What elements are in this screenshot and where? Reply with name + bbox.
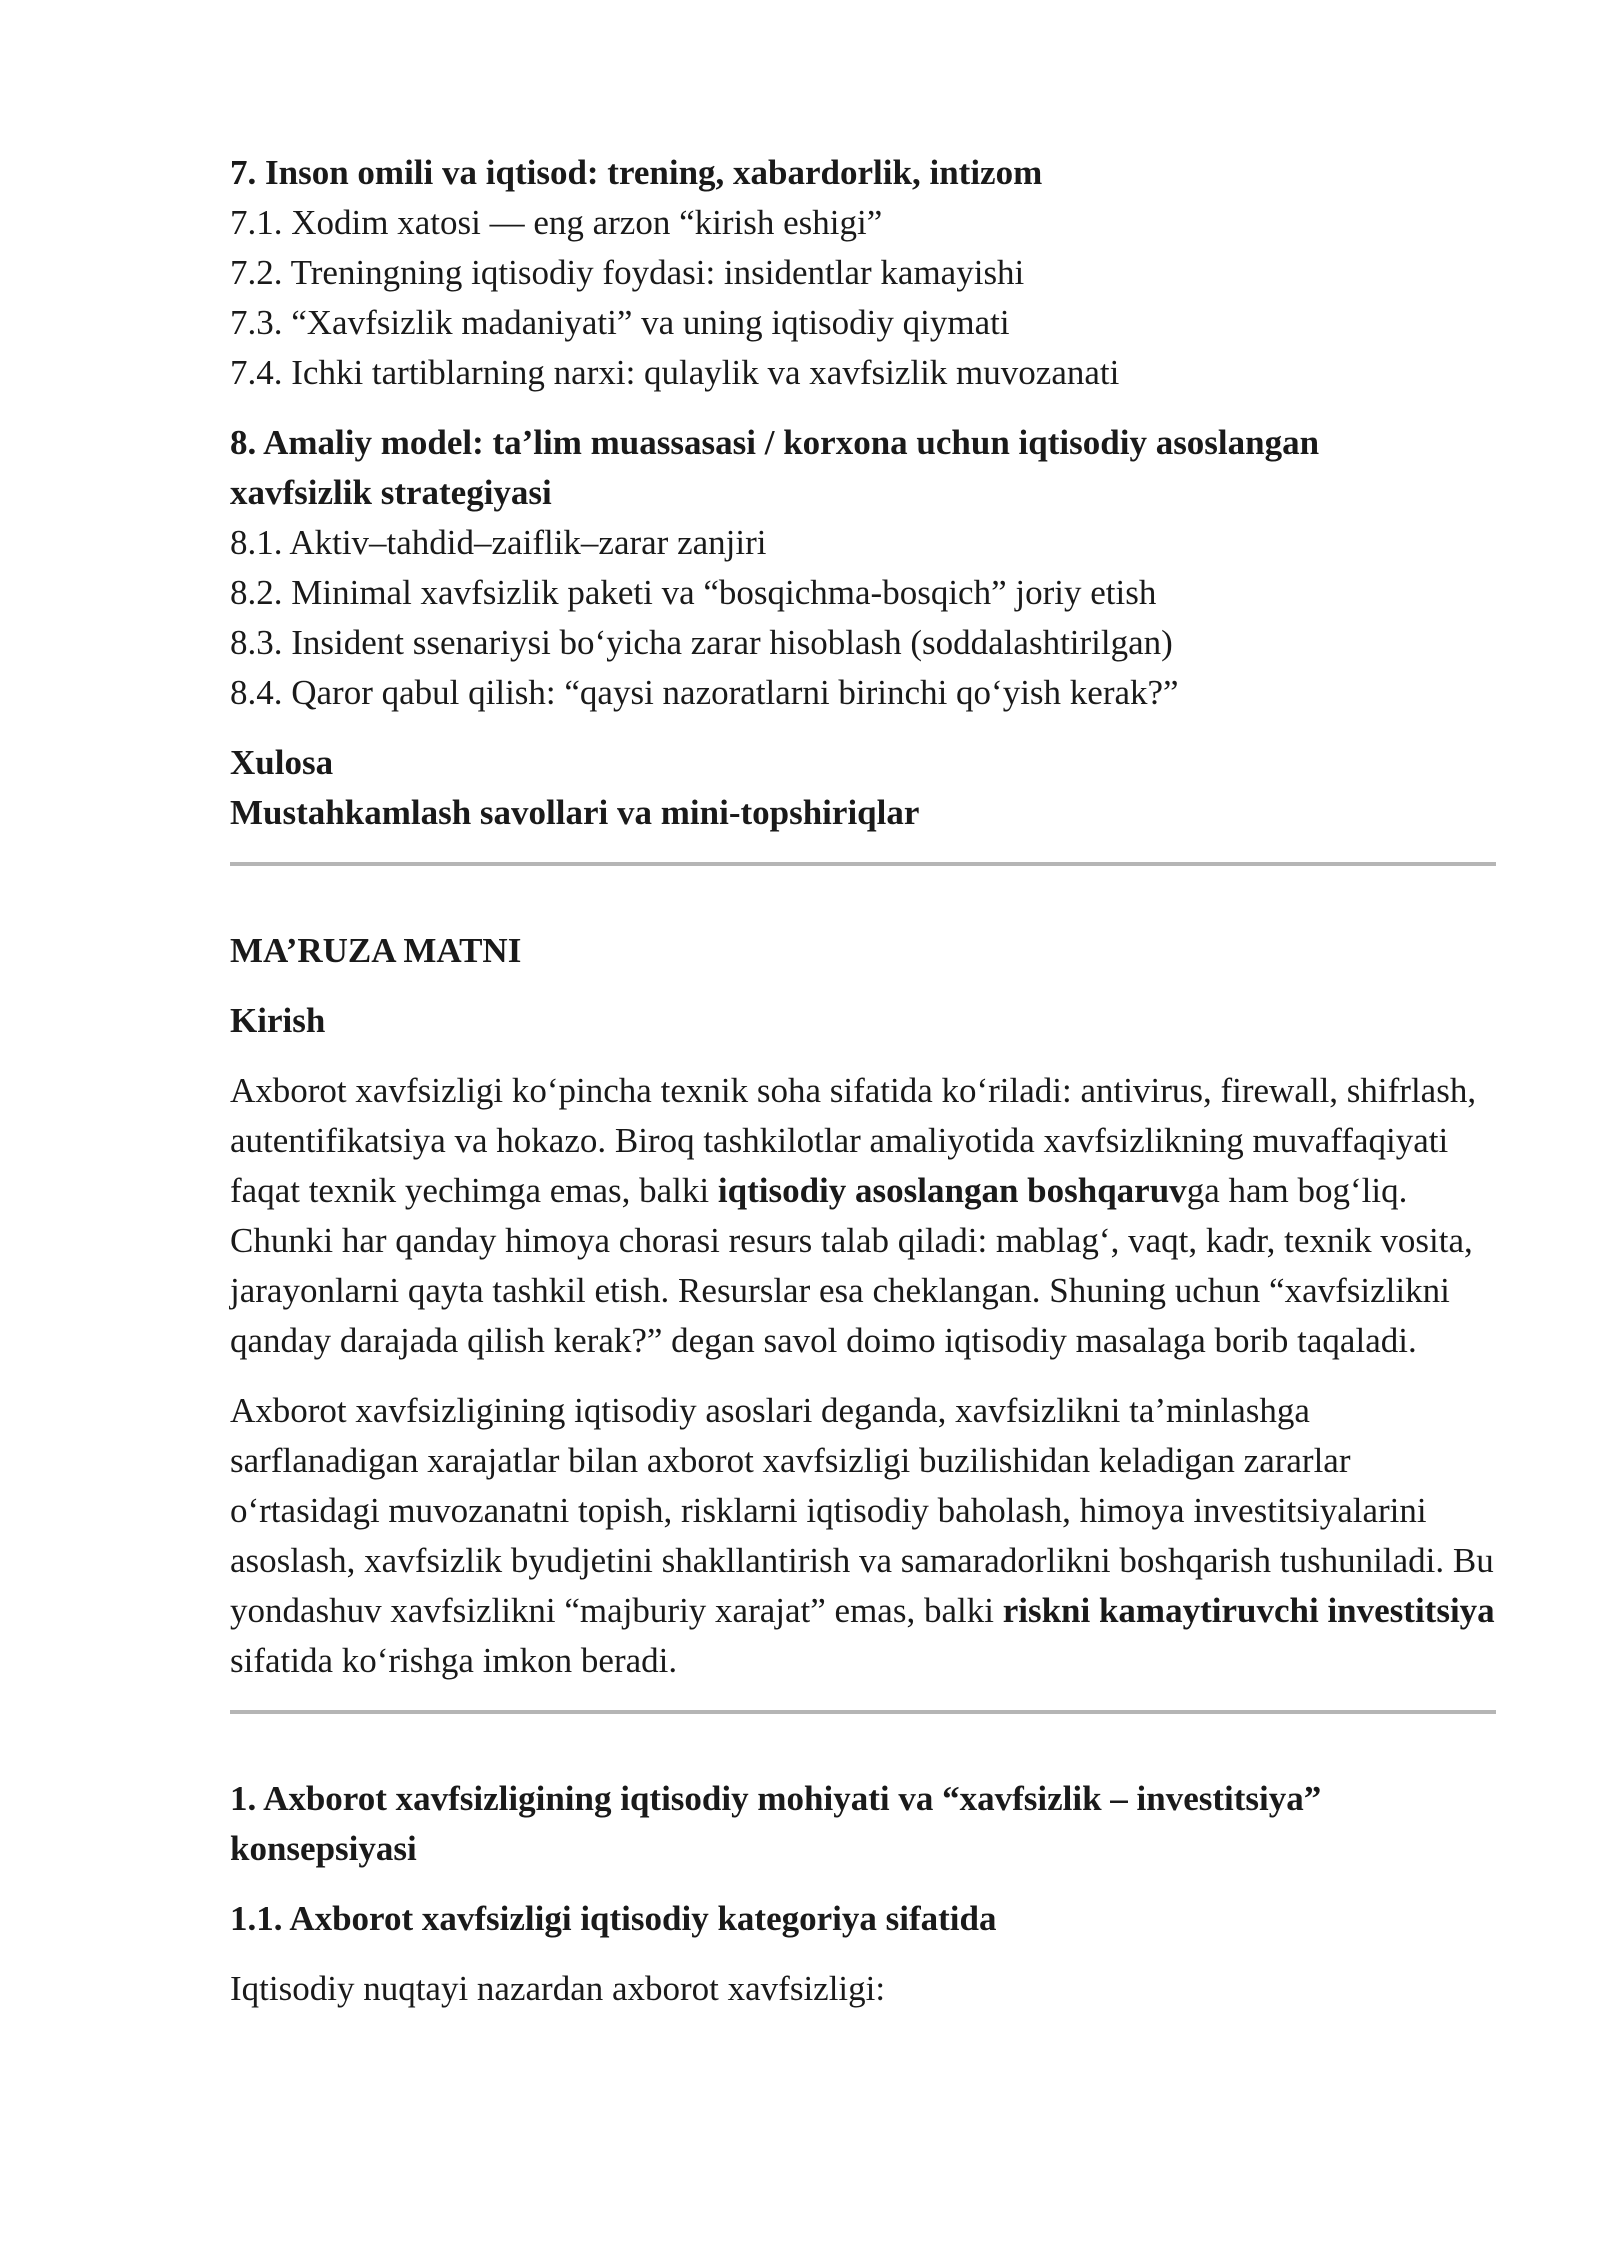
intro-paragraph-1 <box>230 1066 1496 1366</box>
intro-heading: Kirish <box>230 1001 326 1040</box>
divider <box>230 1710 1496 1714</box>
toc-item-8-1: 8.1. Aktiv–tahdid–zaiflik–zarar zanjiri <box>230 523 767 562</box>
toc-item-7-1: 7.1. Xodim xatosi — eng arzon “kirish eshigi” <box>230 203 883 242</box>
section-1-title-line2: konsepsiyasi <box>230 1829 417 1868</box>
intro-paragraph-2 <box>230 1386 1496 1686</box>
intro-paragraph-2-text-b: sifatida ko‘rishga imkon beradi. <box>230 1641 678 1680</box>
document-page <box>230 148 1496 2014</box>
toc-closing <box>230 738 1496 838</box>
toc-item-7-2: 7.2. Treningning iqtisodiy foydasi: insidentlar kamayishi <box>230 253 1025 292</box>
intro-paragraph-1-text-b: ga ham bog‘liq. Chunki har qanday himoya chorasi resurs talab qiladi: mablag‘, vaqt, kadr, texnik vosita, jarayonlarni qayta tashkil etish. Resurslar esa cheklangan. Shuning uchun “xavfsizlikni qanday darajada qilish kerak?” degan savol doimo iqtisodiy masalaga borib taqaladi. <box>230 1171 1473 1360</box>
section-1-title-line1: 1. Axborot xavfsizligining iqtisodiy mohiyati va “xavfsizlik – investitsiya” <box>230 1779 1322 1818</box>
toc-item-8-4: 8.4. Qaror qabul qilish: “qaysi nazoratlarni birinchi qo‘yish kerak?” <box>230 673 1179 712</box>
toc-section-7 <box>230 148 1496 398</box>
intro-paragraph-1-text-a: Axborot xavfsizligi ko‘pincha texnik soha sifatida ko‘riladi: antivirus, firewall, shifrlash, autentifikatsiya va hokazo. Biroq tashkilotlar amaliyotida xavfsizlikning muvaffaqiyati faqat texnik yechimga emas, balki <box>230 1071 1477 1210</box>
toc-xulosa: Xulosa <box>230 743 334 782</box>
section-1-1-paragraph: Iqtisodiy nuqtayi nazardan axborot xavfsizligi: <box>230 1969 886 2008</box>
intro-paragraph-2-text-a: Axborot xavfsizligining iqtisodiy asoslari deganda, xavfsizlikni ta’minlashga sarflanadigan xarajatlar bilan axborot xavfsizligi buzilishidan keladigan zararlar o‘rtasidagi muvozanatni topish, risklarni iqtisodiy baholash, himoya investitsiyalarini asoslash, xavfsizlik byudjetini shakllantirish va samaradorlikni boshqarish tushuniladi. Bu yondashuv xavfsizlikni “majburiy xarajat” emas, balki <box>230 1391 1494 1630</box>
divider <box>230 862 1496 866</box>
intro-paragraph-1-emphasis: iqtisodiy asoslangan boshqaruv <box>717 1171 1187 1210</box>
toc-section-7-title: 7. Inson omili va iqtisod: trening, xabardorlik, intizom <box>230 153 1043 192</box>
toc-item-8-3: 8.3. Insident ssenariysi bo‘yicha zarar hisoblash (soddalashtirilgan) <box>230 623 1173 662</box>
toc-item-7-4: 7.4. Ichki tartiblarning narxi: qulaylik va xavfsizlik muvozanati <box>230 353 1120 392</box>
toc-item-8-2: 8.2. Minimal xavfsizlik paketi va “bosqichma-bosqich” joriy etish <box>230 573 1157 612</box>
toc-section-8 <box>230 418 1496 718</box>
lecture-heading: MA’RUZA MATNI <box>230 931 522 970</box>
section-1-1-title: 1.1. Axborot xavfsizligi iqtisodiy kategoriya sifatida <box>230 1899 997 1938</box>
toc-mustahkamlash: Mustahkamlash savollari va mini-topshiriqlar <box>230 793 920 832</box>
toc-item-7-3: 7.3. “Xavfsizlik madaniyati” va uning iqtisodiy qiymati <box>230 303 1010 342</box>
intro-paragraph-2-emphasis: riskni kamaytiruvchi investitsiya <box>1002 1591 1495 1630</box>
toc-section-8-title-line1: 8. Amaliy model: ta’lim muassasasi / korxona uchun iqtisodiy asoslangan <box>230 423 1320 462</box>
toc-section-8-title-line2: xavfsizlik strategiyasi <box>230 473 552 512</box>
